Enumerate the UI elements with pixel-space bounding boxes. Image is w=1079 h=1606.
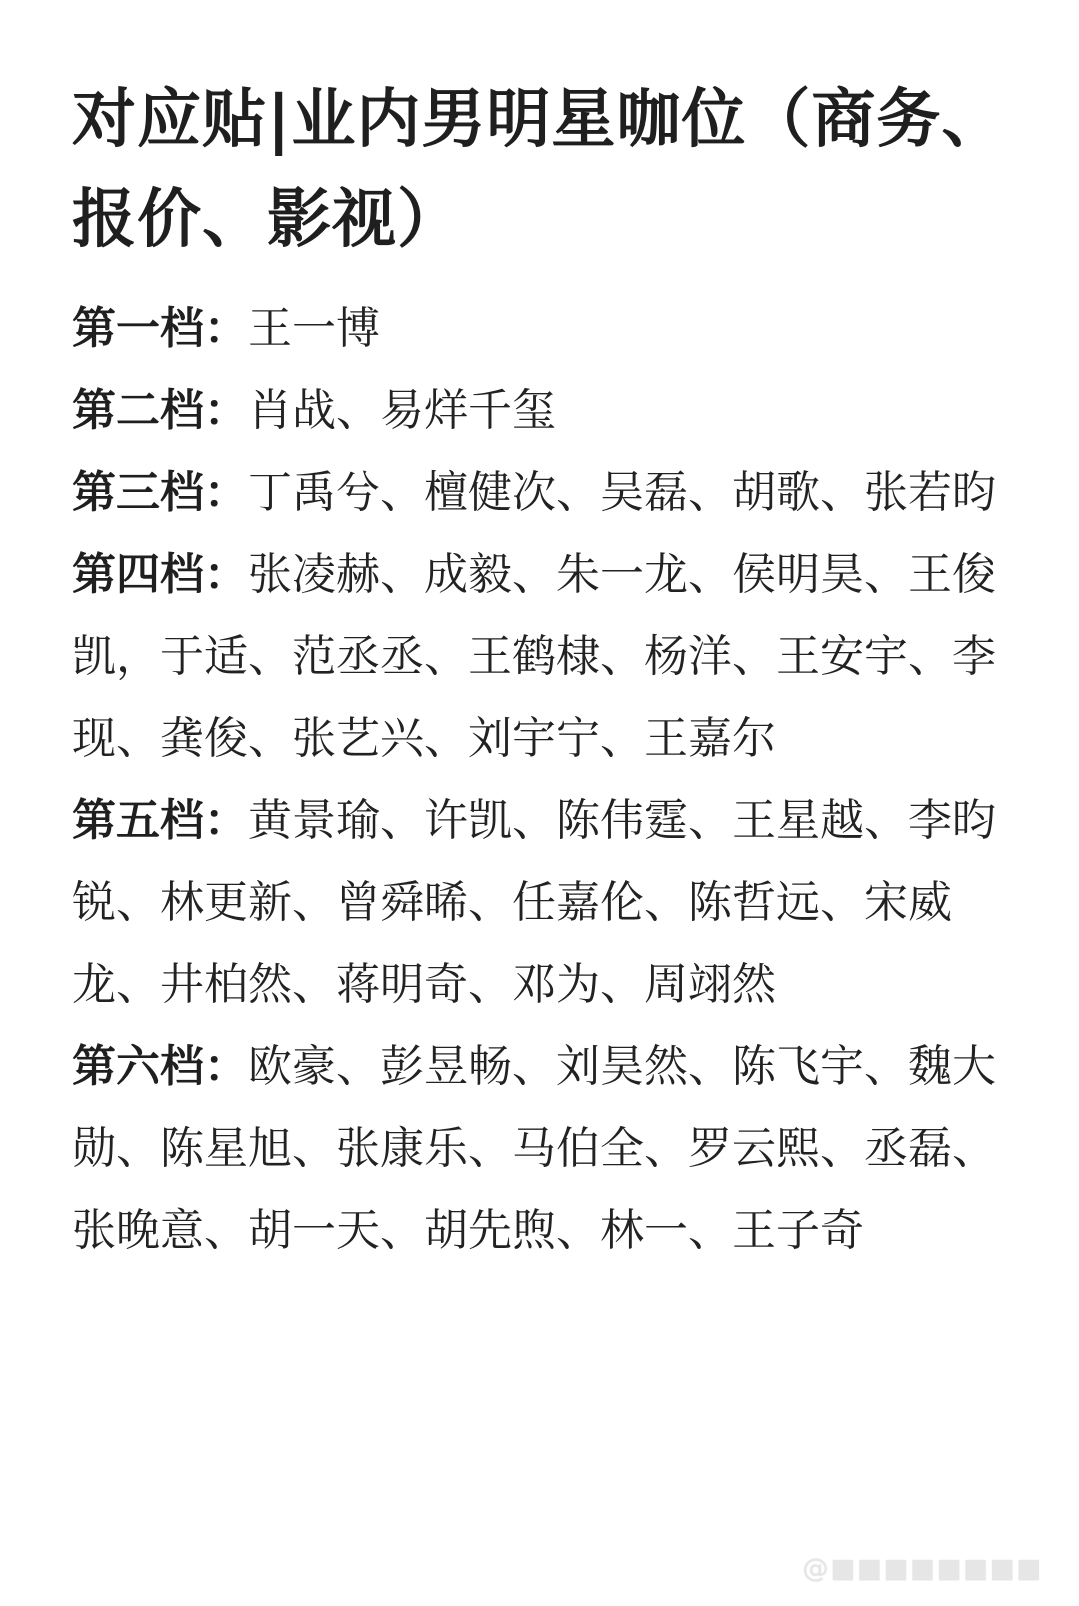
post-content (72, 70, 1022, 1272)
tier-names: 黄景瑜、许凯、陈伟霆、王星越、李昀锐、林更新、曾舜晞、任嘉伦、陈哲远、宋威龙、井柏然、蒋明奇、邓为、周翊然 (72, 795, 996, 1010)
tier-label: 第三档： (72, 467, 248, 518)
tier-4 (72, 534, 1022, 780)
tier-1 (72, 288, 1022, 370)
tier-names: 肖战、易烊千玺 (248, 385, 556, 436)
tier-names: 王一博 (248, 303, 380, 354)
tier-6 (72, 1026, 1022, 1272)
tier-label: 第五档： (72, 795, 248, 846)
tier-label: 第六档： (72, 1041, 248, 1092)
tier-label: 第一档： (72, 303, 248, 354)
tier-5 (72, 780, 1022, 1026)
tier-names: 欧豪、彭昱畅、刘昊然、陈飞宇、魏大勋、陈星旭、张康乐、马伯全、罗云熙、丞磊、张晚意、胡一天、胡先煦、林一、王子奇 (72, 1041, 996, 1256)
post-title: 对应贴|业内男明星咖位（商务、报价、影视） (72, 83, 1007, 257)
tier-label: 第四档： (72, 549, 248, 600)
tier-2 (72, 370, 1022, 452)
tier-label: 第二档： (72, 385, 248, 436)
tier-names: 丁禹兮、檀健次、吴磊、胡歌、张若昀 (248, 467, 996, 518)
watermark: @■■■■■■■■ (802, 1554, 1043, 1584)
tier-3 (72, 452, 1022, 534)
tier-names: 张凌赫、成毅、朱一龙、侯明昊、王俊凯，于适、范丞丞、王鹤棣、杨洋、王安宇、李现、龚俊、张艺兴、刘宇宁、王嘉尔 (72, 549, 996, 764)
